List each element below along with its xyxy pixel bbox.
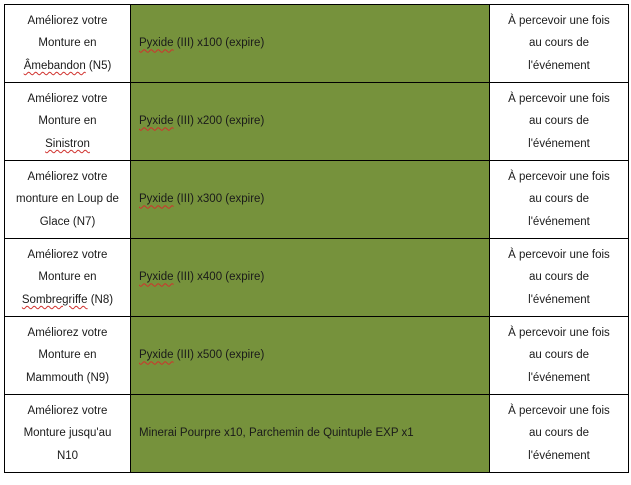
note-line: l'événement [528, 371, 590, 384]
reward-cell [131, 161, 490, 239]
reward-item-name: Pyxide [139, 193, 174, 206]
note-line: À percevoir une fois [508, 92, 610, 105]
table-row [5, 395, 629, 473]
note-line: au cours de [528, 427, 590, 440]
reward-item-name: Pyxide [139, 271, 174, 284]
note-line: l'événement [528, 215, 590, 228]
note-cell [490, 395, 629, 473]
reward-item-name: Pyxide [139, 37, 174, 50]
note-line: À percevoir une fois [508, 170, 610, 183]
goal-line: Monture jusqu'au [23, 427, 112, 440]
reward-item-name: Pyxide [139, 349, 174, 362]
goal-word-underlined: Âmebandon [23, 59, 86, 72]
note-line: À percevoir une fois [508, 248, 610, 261]
table-row [5, 317, 629, 395]
reward-details: Minerai Pourpre x10, Parchemin de Quintuple EXP x1 [139, 427, 414, 440]
goal-line: Améliorez votre [27, 170, 108, 183]
note-line: l'événement [528, 137, 590, 150]
goal-line: Monture en [38, 271, 97, 284]
goal-line: Monture en [38, 349, 97, 362]
goal-word-underlined: Sombregriffe [21, 293, 88, 306]
reward-cell [131, 5, 490, 83]
reward-cell [131, 395, 490, 473]
goal-cell [5, 5, 131, 83]
goal-line: Améliorez votre [27, 248, 108, 261]
note-line: l'événement [528, 293, 590, 306]
note-line: au cours de [528, 271, 590, 284]
goal-line: Glace (N7) [39, 215, 96, 228]
note-cell [490, 317, 629, 395]
goal-cell [5, 161, 131, 239]
goal-line: Améliorez votre [27, 404, 108, 417]
note-line: À percevoir une fois [508, 404, 610, 417]
goal-line: monture en Loup de [16, 193, 119, 206]
goal-line: Sinistron [45, 137, 90, 150]
note-cell [490, 5, 629, 83]
goal-line: Âmebandon (N5) [23, 59, 112, 72]
note-cell [490, 83, 629, 161]
reward-cell [131, 317, 490, 395]
reward-cell [131, 239, 490, 317]
note-line: l'événement [528, 449, 590, 462]
reward-cell [131, 83, 490, 161]
goal-cell [5, 317, 131, 395]
goal-cell [5, 395, 131, 473]
goal-line: Monture en [38, 115, 97, 128]
goal-line: Améliorez votre [27, 14, 108, 27]
note-line: l'événement [528, 59, 590, 72]
note-line: au cours de [528, 37, 590, 50]
reward-details: (III) x200 (expire) [173, 115, 265, 128]
note-line: À percevoir une fois [508, 326, 610, 339]
reward-details: (III) x400 (expire) [173, 271, 265, 284]
note-line: À percevoir une fois [508, 14, 610, 27]
reward-details: (III) x300 (expire) [173, 193, 265, 206]
goal-line: N10 [56, 449, 79, 462]
table-row [5, 5, 629, 83]
goal-line: Sombregriffe (N8) [21, 293, 114, 306]
goal-line: Améliorez votre [27, 92, 108, 105]
goal-line: Améliorez votre [27, 326, 108, 339]
reward-details: (III) x100 (expire) [173, 37, 265, 50]
note-line: au cours de [528, 193, 590, 206]
table-row [5, 161, 629, 239]
note-cell [490, 161, 629, 239]
goal-cell [5, 239, 131, 317]
rewards-table [4, 4, 629, 473]
goal-line: Monture en [38, 37, 97, 50]
table-row [5, 239, 629, 317]
note-line: au cours de [528, 115, 590, 128]
note-cell [490, 239, 629, 317]
goal-cell [5, 83, 131, 161]
goal-line: Mammouth (N9) [25, 371, 110, 384]
reward-details: (III) x500 (expire) [173, 349, 265, 362]
table-row [5, 83, 629, 161]
reward-item-name: Pyxide [139, 115, 174, 128]
note-line: au cours de [528, 349, 590, 362]
